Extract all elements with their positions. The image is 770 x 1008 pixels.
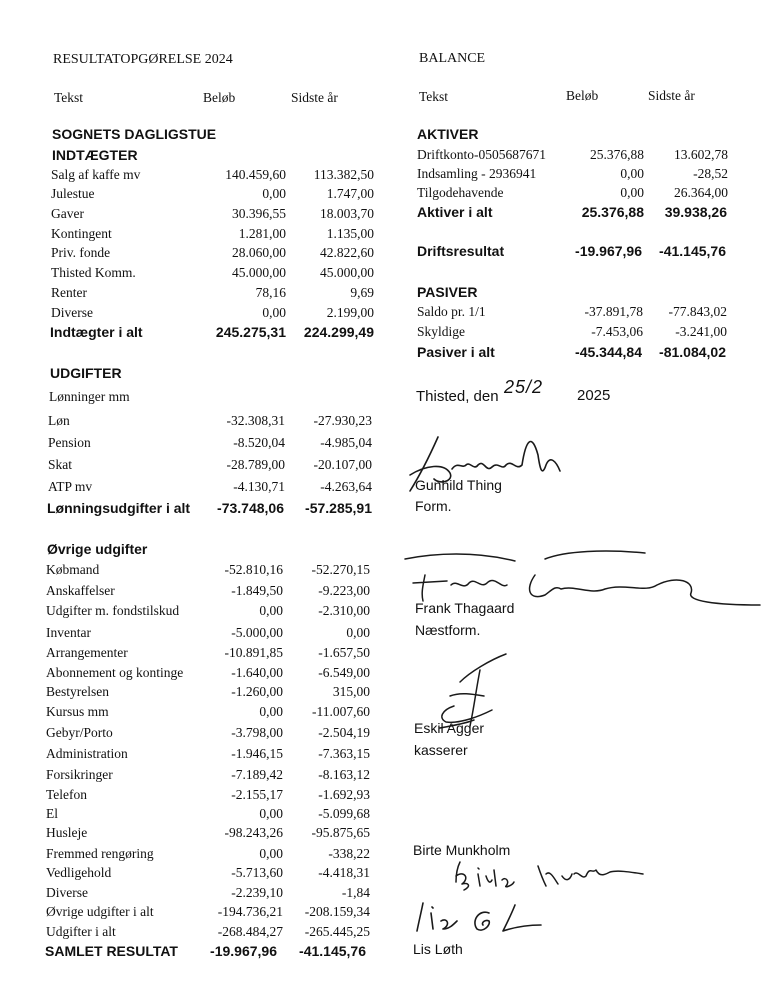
wages-subheader: Lønninger mm: [49, 389, 130, 404]
other-expense-row-last-year: -338,22: [328, 846, 370, 861]
wage-row-last-year: -20.107,00: [313, 457, 372, 472]
income-statement-title: RESULTATOPGØRELSE 2024: [53, 52, 233, 67]
wage-row-last-year: -27.930,23: [313, 413, 372, 428]
place-date-prefix: Thisted, den: [416, 388, 499, 405]
other-expense-row-amount: -98.243,26: [224, 825, 283, 840]
other-expense-row-amount: -5.713,60: [231, 865, 283, 880]
other-expense-row-amount: -7.189,42: [231, 767, 283, 782]
other-expense-row-amount: -1.260,00: [231, 684, 283, 699]
income-total-label: Indtægter i alt: [50, 324, 143, 340]
wage-row-last-year: -4.985,04: [320, 435, 372, 450]
income-row-label: Priv. fonde: [51, 245, 111, 260]
other-expense-row-label: Forsikringer: [46, 767, 113, 782]
other-expense-row-amount: -268.484,27: [217, 924, 283, 939]
asset-row-label: Tilgodehavende: [417, 185, 504, 200]
other-expense-row-amount: -1.640,00: [231, 665, 283, 680]
income-row-label: Gaver: [51, 206, 84, 221]
liabilities-total-label: Pasiver i alt: [417, 344, 495, 360]
income-section-title: INDTÆGTER: [52, 147, 138, 163]
signatory-name-3: Eskil Agger: [414, 720, 485, 736]
other-expense-row-last-year: -1,84: [341, 885, 370, 900]
other-expense-row-label: El: [46, 806, 58, 821]
other-expense-row-label: Bestyrelsen: [46, 684, 109, 699]
signatory-name-4: Birte Munkholm: [413, 842, 511, 858]
other-expense-row-last-year: -265.445,25: [304, 924, 370, 939]
place-date-year: 2025: [577, 387, 611, 404]
other-expense-row-amount: -52.810,16: [224, 562, 283, 577]
income-row-last-year: 2.199,00: [326, 305, 374, 320]
asset-row-last-year: 13.602,78: [674, 147, 728, 162]
other-expense-row-last-year: -9.223,00: [318, 583, 370, 598]
income-total-last-year: 224.299,49: [303, 324, 374, 340]
asset-row-label: Driftkonto-0505687671: [417, 147, 546, 162]
liability-row-label: Saldo pr. 1/1: [417, 304, 486, 319]
org-name: SOGNETS DAGLIGSTUE: [52, 126, 217, 142]
other-expense-row-amount: 0,00: [259, 846, 283, 861]
income-row-amount: 28.060,00: [232, 245, 286, 260]
other-expense-row-amount: -2.155,17: [231, 787, 283, 802]
right-col-header-last-year: Sidste år: [648, 88, 695, 103]
signatory-role-3: kasserer: [414, 742, 468, 758]
wage-row-amount: -32.308,31: [226, 413, 285, 428]
other-expense-row-amount: -194.736,21: [217, 904, 283, 919]
other-expense-row-label: Udgifter m. fondstilskud: [46, 603, 180, 618]
other-expense-row-label: Telefon: [46, 787, 88, 802]
income-row-last-year: 1.135,00: [326, 226, 374, 241]
income-row-amount: 1.281,00: [238, 226, 286, 241]
income-row-last-year: 42.822,60: [320, 245, 374, 260]
right-col-header-text: Tekst: [419, 89, 449, 104]
liability-row-amount: -37.891,78: [584, 304, 643, 319]
other-expense-row-label: Udgifter i alt: [46, 924, 116, 939]
other-expense-row-last-year: -5.099,68: [318, 806, 370, 821]
liability-row-amount: -7.453,06: [591, 324, 643, 339]
other-expense-row-last-year: -52.270,15: [311, 562, 370, 577]
total-result-amount: -19.967,96: [210, 943, 277, 959]
assets-header: AKTIVER: [417, 126, 479, 142]
wages-total-amount: -73.748,06: [217, 500, 284, 516]
liability-row-last-year: -77.843,02: [668, 304, 727, 319]
income-row-amount: 30.396,55: [232, 206, 286, 221]
signatory-name-1: Gunhild Thing: [415, 477, 502, 493]
left-col-header-last-year: Sidste år: [291, 90, 338, 105]
wage-row-label: Skat: [48, 457, 73, 472]
income-row-amount: 0,00: [262, 186, 286, 201]
other-expense-row-label: Fremmed rengøring: [46, 846, 154, 861]
liability-row-last-year: -3.241,00: [675, 324, 727, 339]
income-row-amount: 45.000,00: [232, 265, 286, 280]
other-expense-row-amount: -2.239,10: [231, 885, 283, 900]
other-expense-row-last-year: 315,00: [332, 684, 370, 699]
liabilities-total-last-year: -81.084,02: [659, 344, 726, 360]
asset-row-amount: 0,00: [620, 185, 644, 200]
assets-total-last-year: 39.938,26: [664, 204, 727, 220]
other-expense-row-last-year: -95.875,65: [311, 825, 370, 840]
wage-row-last-year: -4.263,64: [320, 479, 372, 494]
wage-row-amount: -8.520,04: [233, 435, 285, 450]
other-expense-row-label: Anskaffelser: [46, 583, 115, 598]
handwritten-date: 25/2: [504, 377, 544, 397]
income-row-label: Thisted Komm.: [51, 265, 136, 280]
other-expense-row-amount: 0,00: [259, 806, 283, 821]
other-expense-row-amount: -1.849,50: [231, 583, 283, 598]
income-row-label: Renter: [51, 285, 87, 300]
left-col-header-text: Tekst: [54, 90, 84, 105]
asset-row-amount: 25.376,88: [590, 147, 644, 162]
signature-lis-loth: [405, 895, 555, 940]
signatory-name-2: Frank Thagaard: [415, 600, 515, 616]
income-row-label: Julestue: [51, 186, 95, 201]
other-expense-row-label: Husleje: [46, 825, 88, 840]
other-expense-row-label: Kursus mm: [46, 704, 109, 719]
income-row-last-year: 9,69: [350, 285, 374, 300]
other-expense-row-amount: 0,00: [259, 603, 283, 618]
other-expense-row-label: Øvrige udgifter i alt: [46, 904, 154, 919]
expenses-section-title: UDGIFTER: [50, 365, 122, 381]
wages-total-label: Lønningsudgifter i alt: [47, 500, 191, 516]
other-expense-row-label: Arrangementer: [46, 645, 128, 660]
signatory-role-1: Form.: [415, 498, 452, 514]
signature-birte-munkholm: [448, 852, 648, 897]
signatory-role-2: Næstform.: [415, 622, 481, 638]
total-result-label: SAMLET RESULTAT: [45, 943, 178, 959]
other-expense-row-label: Diverse: [46, 885, 88, 900]
other-expense-row-label: Købmand: [46, 562, 100, 577]
other-expense-row-label: Vedligehold: [46, 865, 112, 880]
income-row-last-year: 45.000,00: [320, 265, 374, 280]
wage-row-amount: -4.130,71: [233, 479, 285, 494]
other-expense-row-amount: 0,00: [259, 704, 283, 719]
other-expense-row-label: Inventar: [46, 625, 91, 640]
other-expense-row-last-year: -4.418,31: [318, 865, 370, 880]
operating-result-last-year: -41.145,76: [659, 243, 726, 259]
other-expense-row-amount: -10.891,85: [224, 645, 283, 660]
other-expense-row-amount: -3.798,00: [231, 725, 283, 740]
income-row-amount: 140.459,60: [225, 167, 286, 182]
wages-total-last-year: -57.285,91: [305, 500, 372, 516]
income-row-last-year: 18.003,70: [320, 206, 374, 221]
income-row-amount: 0,00: [262, 305, 286, 320]
other-expense-row-last-year: -1.657,50: [318, 645, 370, 660]
income-row-label: Kontingent: [51, 226, 112, 241]
asset-row-label: Indsamling - 2936941: [417, 166, 537, 181]
other-expense-row-last-year: -6.549,00: [318, 665, 370, 680]
other-expense-row-last-year: -11.007,60: [312, 704, 370, 719]
asset-row-amount: 0,00: [620, 166, 644, 181]
other-expense-row-label: Gebyr/Porto: [46, 725, 113, 740]
other-expense-row-amount: -5.000,00: [231, 625, 283, 640]
left-col-header-amount: Beløb: [203, 90, 236, 105]
signatory-name-5: Lis Løth: [413, 941, 463, 957]
other-expense-row-last-year: -8.163,12: [318, 767, 370, 782]
income-row-last-year: 113.382,50: [313, 167, 374, 182]
asset-row-last-year: -28,52: [693, 166, 728, 181]
assets-total-amount: 25.376,88: [581, 204, 644, 220]
other-expense-row-last-year: -208.159,34: [304, 904, 370, 919]
operating-result-label: Driftsresultat: [417, 243, 505, 259]
other-expense-row-label: Abonnement og kontinge: [46, 665, 184, 680]
balance-title: BALANCE: [419, 51, 486, 66]
income-row-amount: 78,16: [255, 285, 286, 300]
other-expenses-subheader: Øvrige udgifter: [47, 541, 148, 557]
income-row-label: Salg af kaffe mv: [51, 167, 141, 182]
income-row-label: Diverse: [51, 305, 93, 320]
other-expense-row-last-year: -7.363,15: [318, 746, 370, 761]
other-expense-row-last-year: -2.504,19: [318, 725, 370, 740]
wage-row-label: Løn: [48, 413, 70, 428]
other-expense-row-last-year: -2.310,00: [318, 603, 370, 618]
total-result-last-year: -41.145,76: [299, 943, 366, 959]
other-expense-row-last-year: -1.692,93: [318, 787, 370, 802]
liabilities-total-amount: -45.344,84: [575, 344, 642, 360]
operating-result-amount: -19.967,96: [575, 243, 642, 259]
wage-row-label: Pension: [48, 435, 91, 450]
other-expense-row-last-year: 0,00: [346, 625, 370, 640]
other-expense-row-amount: -1.946,15: [231, 746, 283, 761]
right-col-header-amount: Beløb: [566, 88, 599, 103]
assets-total-label: Aktiver i alt: [417, 204, 493, 220]
income-total-amount: 245.275,31: [215, 324, 286, 340]
other-expense-row-label: Administration: [46, 746, 128, 761]
wage-row-label: ATP mv: [48, 479, 93, 494]
signature-gunhild-thing: [400, 425, 580, 505]
income-row-last-year: 1.747,00: [326, 186, 374, 201]
liability-row-label: Skyldige: [417, 324, 466, 339]
liabilities-header: PASIVER: [417, 284, 478, 300]
wage-row-amount: -28.789,00: [226, 457, 285, 472]
asset-row-last-year: 26.364,00: [674, 185, 728, 200]
